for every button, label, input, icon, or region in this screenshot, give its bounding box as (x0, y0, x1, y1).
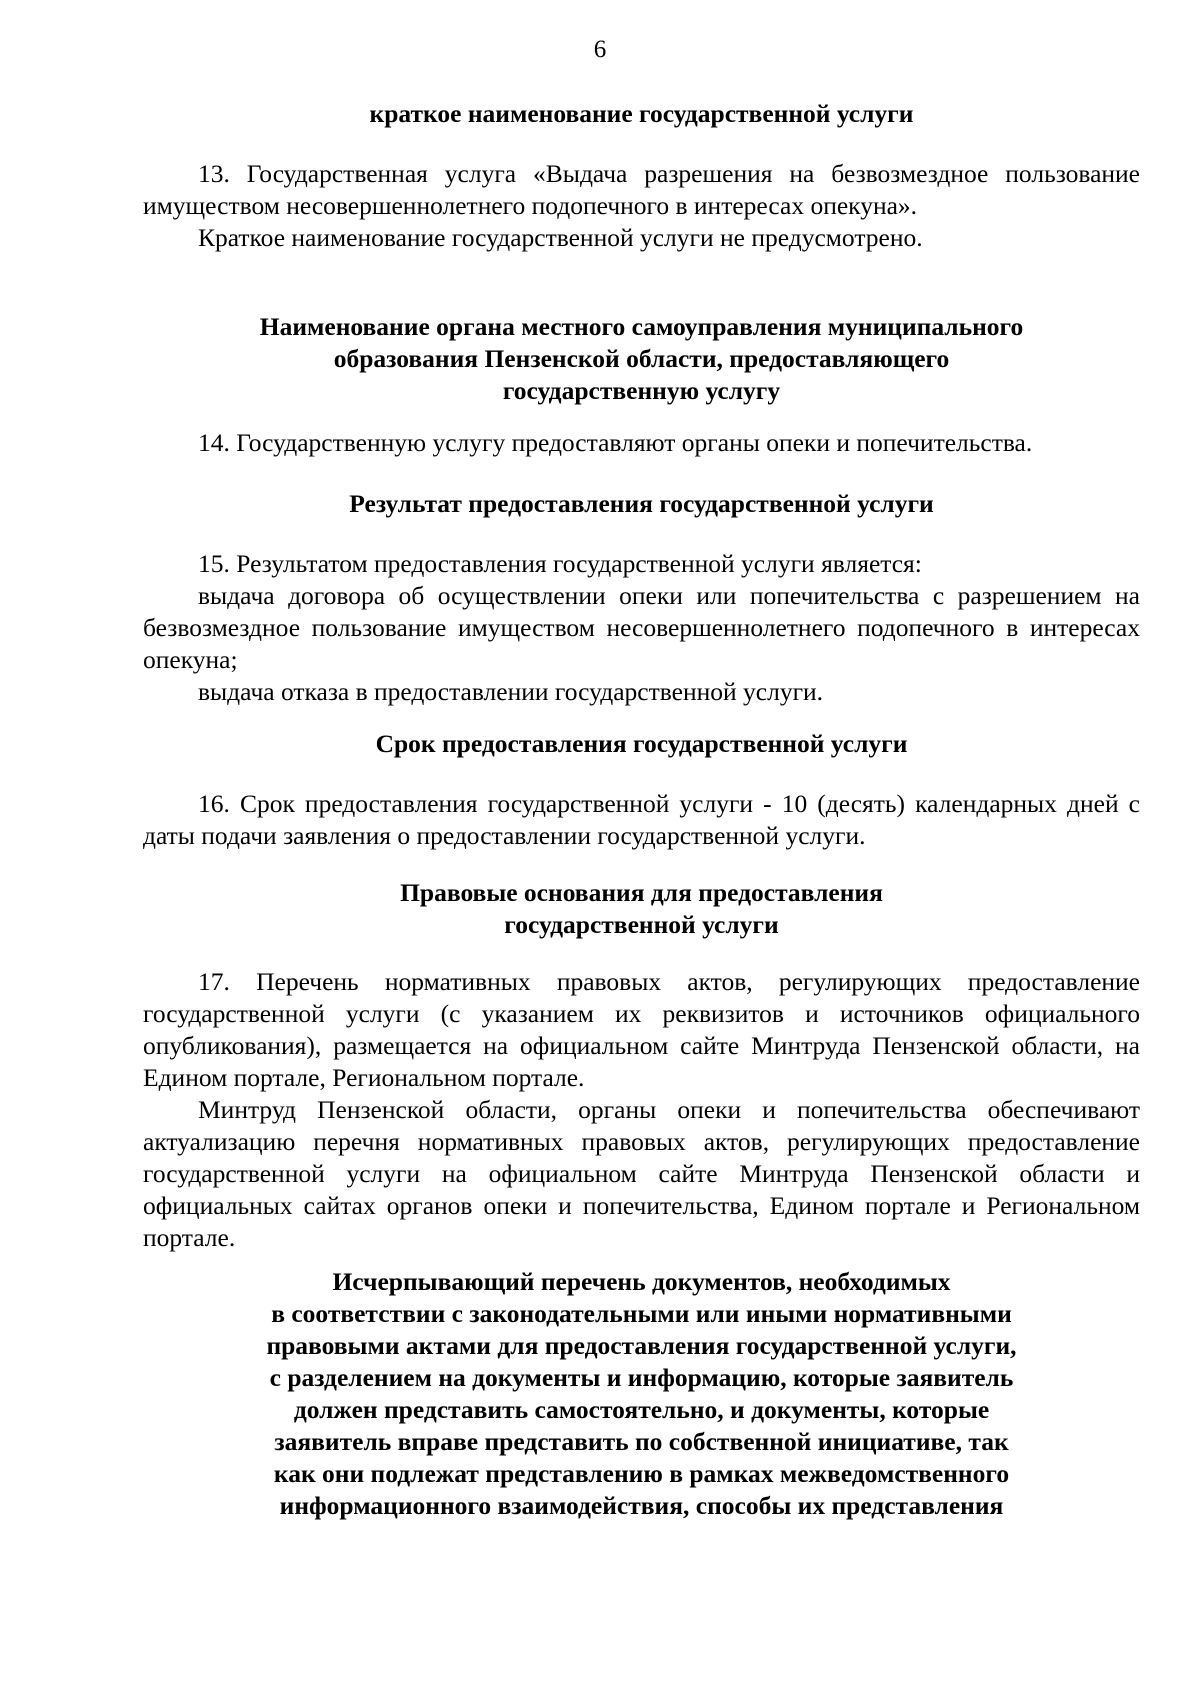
section-heading-line: должен представить самостоятельно, и документы, которые (293, 1395, 990, 1424)
section-term (143, 728, 1140, 760)
section-heading-line: государственную услугу (502, 376, 781, 405)
paragraph-short-name-note: Краткое наименование государственной услуги не предусмотрено. (198, 223, 923, 252)
section-authority (143, 311, 1140, 407)
section-heading-line: Правовые основания для предоставления (400, 878, 883, 907)
section-term-body (143, 788, 1140, 852)
section-heading-line: государственной услуги (504, 910, 779, 939)
section-heading-line: заявитель вправе представить по собственной инициативе, так (274, 1427, 1009, 1456)
section-heading-line: информационного взаимодействия, способы их представления (279, 1491, 1004, 1520)
paragraph-actualization: Минтруд Пензенской области, органы опеки и попечительства обеспечивают актуализацию перечня нормативных правовых актов, регулирующих предоставление государственной услуги на официальном сайте Минтруда Пензенской области и официальных сайтах органов опеки и попечительства, Едином портале и Региональном портале. (143, 1095, 1140, 1252)
section-result (143, 488, 1140, 520)
paragraph-15: 15. Результатом предоставления государственной услуги является: (198, 549, 922, 578)
section-heading-line: образования Пензенской области, предоставляющего (333, 344, 950, 373)
section-heading-line: с разделением на документы и информацию, которые заявитель (269, 1363, 1014, 1392)
section-documents-list (143, 1266, 1140, 1522)
section-short-name (143, 98, 1140, 130)
section-legal-basis (143, 877, 1140, 941)
paragraph-result-refusal: выдача отказа в предоставлении государственной услуги. (198, 677, 824, 706)
paragraph-17: 17. Перечень нормативных правовых актов, регулирующих предоставление государственной услуги (с указанием их реквизитов и источников официального опубликования), размещается на официальном сайте Минтруда Пензенской области, на Едином портале, Региональном портале. (143, 967, 1140, 1092)
section-heading-line: правовыми актами для предоставления государственной услуги, (266, 1331, 1017, 1360)
section-short-name-body (143, 158, 1140, 254)
page-number: 6 (593, 36, 607, 63)
section-heading-line: Наименование органа местного самоуправления муниципального (259, 312, 1024, 341)
section-heading: Результат предоставления государственной услуги (349, 489, 934, 518)
section-heading-line: Исчерпывающий перечень документов, необходимых (332, 1267, 951, 1296)
section-heading: Срок предоставления государственной услуги (375, 729, 908, 758)
paragraph-14: 14. Государственную услугу предоставляют органы опеки и попечительства. (198, 428, 1033, 457)
paragraph-16: 16. Срок предоставления государственной услуги - 10 (десять) календарных дней с даты подачи заявления о предоставлении государственной услуги. (143, 789, 1140, 850)
section-authority-body (143, 427, 1140, 459)
section-legal-basis-body (143, 966, 1140, 1254)
section-heading-line: как они подлежат представлению в рамках межведомственного (273, 1459, 1010, 1488)
section-result-body (143, 548, 1140, 708)
paragraph-13: 13. Государственная услуга «Выдача разрешения на безвозмездное пользование имуществом несовершеннолетнего подопечного в интересах опекуна». (143, 159, 1140, 220)
section-heading-line: в соответствии с законодательными или иными нормативными (271, 1299, 1012, 1328)
paragraph-result-contract: выдача договора об осуществлении опеки или попечительства с разрешением на безвозмездное пользование имуществом несовершеннолетнего подопечного в интересах опекуна; (143, 581, 1140, 674)
section-heading: краткое наименование государственной услуги (369, 99, 914, 128)
